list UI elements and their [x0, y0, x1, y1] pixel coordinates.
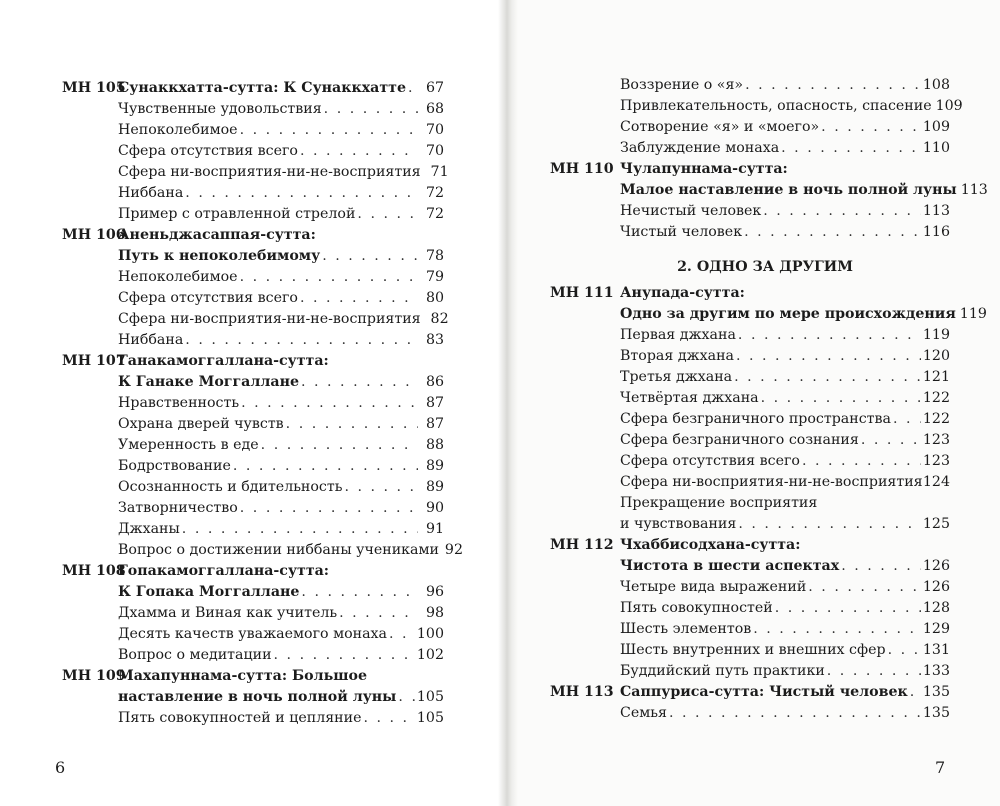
toc-entry-row — [550, 472, 950, 493]
entry-title: Вопрос о медитации — [118, 647, 272, 663]
sutta-code: МН 107 — [62, 353, 126, 369]
dot-leader — [888, 640, 921, 661]
dot-leader — [669, 703, 921, 724]
entry-title: Сфера безграничного сознания — [620, 432, 859, 448]
entry-title: Буддийский путь практики — [620, 663, 825, 679]
dot-leader — [821, 117, 921, 138]
page-reference: 70 — [425, 143, 444, 159]
page-reference: 108 — [922, 77, 950, 93]
toc-entry-row — [550, 619, 950, 640]
toc-entry-row — [550, 514, 950, 535]
page-reference: 87 — [425, 416, 444, 432]
dot-leader — [185, 330, 418, 351]
page-reference: 89 — [425, 458, 444, 474]
section-heading: 2. ОДНО ЗА ДРУГИМ — [677, 259, 853, 275]
dot-leader — [240, 267, 418, 288]
sutta-code: МН 112 — [550, 537, 614, 553]
dot-leader — [910, 682, 921, 703]
entry-title: Бодрствование — [118, 458, 231, 474]
dot-leader — [802, 451, 921, 472]
toc-entry-row — [550, 598, 950, 619]
page-reference: 87 — [425, 395, 444, 411]
right-page — [505, 0, 1000, 806]
page-reference: 90 — [425, 500, 444, 516]
page-reference: 80 — [425, 290, 444, 306]
toc-entry-row — [550, 640, 950, 661]
entry-title: Сфера ни-восприятия-ни-не-восприятия — [118, 164, 421, 180]
dot-leader — [808, 577, 921, 598]
dot-leader — [745, 75, 921, 96]
dot-leader — [753, 619, 921, 640]
toc-entry-row — [550, 493, 950, 514]
page-reference: 98 — [425, 605, 444, 621]
toc-entry-row — [550, 138, 950, 159]
toc-entry-row — [62, 120, 444, 141]
toc-entry-row — [550, 556, 950, 577]
entry-title: Непоколебимое — [118, 122, 238, 138]
entry-title: Десять качеств уважаемого монаха — [118, 626, 388, 642]
page-reference: 113 — [960, 182, 988, 198]
dot-leader — [736, 346, 921, 367]
toc-entry-row — [62, 519, 444, 540]
toc-entry-row — [62, 687, 444, 708]
toc-entry-row — [62, 645, 444, 666]
dot-leader — [339, 603, 418, 624]
page-reference: 123 — [922, 432, 950, 448]
right-toc — [550, 75, 988, 724]
page-reference: 86 — [425, 374, 444, 390]
sutta-code: МН 109 — [62, 668, 126, 684]
page-reference: 102 — [416, 647, 444, 663]
dot-leader — [893, 409, 921, 430]
toc-entry-row — [62, 477, 444, 498]
entry-title: Пять совокупностей — [620, 600, 773, 616]
toc-entry-row — [62, 372, 444, 393]
entry-title: Пять совокупностей и цепляние — [118, 710, 362, 726]
entry-title: Шесть элементов — [620, 621, 752, 637]
sutta-code: МН 106 — [62, 227, 126, 243]
page-reference: 119 — [959, 306, 987, 322]
entry-title: Четвёртая джхана — [620, 390, 759, 406]
entry-title: Привлекательность, опасность, спасение — [620, 98, 932, 114]
dot-leader — [261, 435, 418, 456]
right-page-number: 7 — [935, 758, 946, 777]
page-reference: 83 — [425, 332, 444, 348]
entry-title: Пример с отравленной стрелой — [118, 206, 356, 222]
toc-entry-row — [62, 435, 444, 456]
entry-title: Ниббана — [118, 332, 184, 348]
dot-leader — [344, 477, 418, 498]
page-reference: 135 — [922, 684, 950, 700]
page-reference: 119 — [922, 327, 950, 343]
entry-title: Гопакамоггаллана-сутта: — [118, 563, 330, 579]
dot-leader — [763, 201, 921, 222]
dot-leader — [300, 288, 418, 309]
toc-sutta-row — [62, 561, 444, 582]
page-reference: 72 — [425, 185, 444, 201]
page-reference: 131 — [922, 642, 950, 658]
page-reference: 105 — [416, 710, 444, 726]
sutta-code: МН 105 — [62, 80, 126, 96]
toc-entry-row — [550, 180, 988, 201]
sutta-code: МН 110 — [550, 161, 614, 177]
dot-leader — [781, 138, 921, 159]
dot-leader — [274, 645, 415, 666]
toc-entry-row — [62, 162, 449, 183]
dot-leader — [300, 141, 418, 162]
dot-leader — [233, 456, 418, 477]
toc-entry-row — [550, 222, 950, 243]
entry-title: Анупада-сутта: — [620, 285, 745, 301]
page-reference: 110 — [922, 140, 950, 156]
toc-sutta-row — [550, 682, 950, 703]
dot-leader — [761, 388, 921, 409]
entry-title: Махапуннама-сутта: Большое — [118, 668, 368, 684]
toc-entry-row — [62, 183, 444, 204]
left-toc — [62, 78, 463, 729]
entry-title: Аненьджасаппая-сутта: — [118, 227, 316, 243]
toc-entry-row — [62, 624, 444, 645]
toc-sutta-row — [62, 78, 444, 99]
toc-entry-row — [62, 540, 463, 561]
page-reference: 70 — [425, 122, 444, 138]
sutta-code: МН 113 — [550, 684, 614, 700]
entry-title: Саппуриса-сутта: Чистый человек — [620, 684, 908, 700]
toc-entry-row — [62, 288, 444, 309]
dot-leader — [398, 687, 414, 708]
page-reference: 135 — [922, 705, 950, 721]
toc-entry-row — [550, 117, 950, 138]
toc-entry-row — [62, 309, 449, 330]
toc-entry-row — [550, 201, 950, 222]
entry-title: Сфера ни-восприятия-ни-не-восприятия — [118, 311, 421, 327]
page-reference: 109 — [935, 98, 963, 114]
toc-entry-row — [550, 430, 950, 451]
entry-title: Вторая джхана — [620, 348, 734, 364]
dot-leader — [408, 78, 418, 99]
entry-title: Сфера отсутствия всего — [118, 290, 298, 306]
page-reference: 100 — [416, 626, 444, 642]
entry-title: Затворничество — [118, 500, 238, 516]
entry-title: Нечистый человек — [620, 203, 762, 219]
dot-leader — [185, 183, 418, 204]
entry-title: Охрана дверей чувств — [118, 416, 284, 432]
toc-entry-row — [62, 204, 444, 225]
entry-title: Чувственные удовольствия — [118, 101, 322, 117]
entry-title: Чулапуннама-сутта: — [620, 161, 788, 177]
page-reference: 122 — [922, 390, 950, 406]
entry-title: Заблуждение монаха — [620, 140, 780, 156]
entry-title: Третья джхана — [620, 369, 733, 385]
page-reference: 123 — [922, 453, 950, 469]
entry-title: Сфера отсутствия всего — [620, 453, 800, 469]
entry-title: Сфера отсутствия всего — [118, 143, 298, 159]
toc-entry-row — [550, 409, 950, 430]
toc-sutta-row — [550, 159, 950, 180]
page-reference: 91 — [425, 521, 444, 537]
page-reference: 92 — [444, 542, 463, 558]
dot-leader — [841, 556, 921, 577]
dot-leader — [744, 222, 921, 243]
dot-leader — [240, 498, 418, 519]
dot-leader — [301, 372, 418, 393]
entry-title: Сфера ни-восприятия-ни-не-восприятия — [620, 474, 923, 490]
entry-title: Ниббана — [118, 185, 184, 201]
page-reference: 71 — [430, 164, 449, 180]
page-reference: 129 — [922, 621, 950, 637]
entry-title: Семья — [620, 705, 667, 721]
entry-title: Сунаккхатта-сутта: К Сунаккхатте — [118, 80, 406, 96]
toc-entry-row — [550, 661, 950, 682]
toc-sutta-row — [62, 351, 444, 372]
toc-sutta-row — [62, 666, 444, 687]
toc-entry-row — [62, 456, 444, 477]
page-reference: 122 — [922, 411, 950, 427]
dot-leader — [827, 661, 921, 682]
entry-title: Путь к непоколебимому — [118, 248, 321, 264]
dot-leader — [286, 414, 418, 435]
page-reference: 116 — [922, 224, 950, 240]
page-reference: 82 — [430, 311, 449, 327]
page-reference: 79 — [425, 269, 444, 285]
entry-title: Непоколебимое — [118, 269, 238, 285]
toc-entry-row — [62, 246, 444, 267]
page-reference: 67 — [425, 80, 444, 96]
dot-leader — [738, 514, 921, 535]
entry-title: Умеренность в еде — [118, 437, 259, 453]
dot-leader — [738, 325, 921, 346]
toc-entry-row — [550, 96, 963, 117]
toc-entry-row — [62, 414, 444, 435]
toc-entry-row — [550, 388, 950, 409]
toc-entry-row — [62, 708, 444, 729]
dot-leader — [357, 204, 418, 225]
toc-sutta-row — [550, 535, 950, 556]
toc-entry-row — [62, 393, 444, 414]
toc-entry-row — [62, 498, 444, 519]
page-reference: 78 — [425, 248, 444, 264]
entry-title: Осознанность и бдительность — [118, 479, 343, 495]
dot-leader — [322, 246, 418, 267]
toc-entry-row — [550, 367, 950, 388]
entry-title: Нравственность — [118, 395, 240, 411]
toc-entry-row — [550, 346, 950, 367]
toc-entry-row — [62, 330, 444, 351]
page-reference: 133 — [922, 663, 950, 679]
page-reference: 68 — [425, 101, 444, 117]
entry-title: Чистота в шести аспектах — [620, 558, 840, 574]
page-reference: 88 — [425, 437, 444, 453]
page-reference: 89 — [425, 479, 444, 495]
page-reference: 125 — [922, 516, 950, 532]
page-reference: 120 — [922, 348, 950, 364]
entry-title: наставление в ночь полной луны — [118, 689, 397, 705]
dot-leader — [240, 120, 418, 141]
dot-leader — [363, 708, 414, 729]
entry-title: Прекращение восприятия — [620, 495, 818, 511]
entry-title: Ганакамоггаллана-сутта: — [118, 353, 329, 369]
entry-title: Сфера безграничного пространства — [620, 411, 891, 427]
entry-title: Четыре вида выражений — [620, 579, 807, 595]
toc-entry-row — [550, 577, 950, 598]
entry-title: Чистый человек — [620, 224, 743, 240]
entry-title: и чувствования — [620, 516, 737, 532]
page-reference: 126 — [922, 558, 950, 574]
toc-entry-row — [62, 582, 444, 603]
page-reference: 128 — [922, 600, 950, 616]
page-reference: 72 — [425, 206, 444, 222]
entry-title: Чхаббисодхана-сутта: — [620, 537, 801, 553]
toc-entry-row — [550, 325, 950, 346]
entry-title: К Ганаке Моггаллане — [118, 374, 299, 390]
page-reference: 109 — [922, 119, 950, 135]
toc-entry-row — [62, 603, 444, 624]
toc-sutta-row — [550, 283, 950, 304]
toc-entry-row — [550, 703, 950, 724]
sutta-code: МН 111 — [550, 285, 614, 301]
left-page-number: 6 — [55, 758, 66, 777]
dot-leader — [241, 393, 418, 414]
dot-leader — [182, 519, 418, 540]
entry-title: К Гопака Моггаллане — [118, 584, 300, 600]
toc-entry-row — [62, 99, 444, 120]
entry-title: Сотворение «я» и «моего» — [620, 119, 820, 135]
dot-leader — [324, 99, 418, 120]
dot-leader — [389, 624, 415, 645]
entry-title: Первая джхана — [620, 327, 736, 343]
sutta-code: МН 108 — [62, 563, 126, 579]
entry-title: Шесть внутренних и внешних сфер — [620, 642, 886, 658]
toc-sutta-row — [62, 225, 444, 246]
toc-entry-row — [62, 267, 444, 288]
dot-leader — [775, 598, 921, 619]
entry-title: Малое наставление в ночь полной луны — [620, 182, 957, 198]
page-reference: 96 — [425, 584, 444, 600]
entry-title: Одно за другим по мере происхождения — [620, 306, 956, 322]
toc-entry-row — [550, 304, 987, 325]
toc-entry-row — [550, 451, 950, 472]
entry-title: Джханы — [118, 521, 180, 537]
page-reference: 124 — [922, 474, 950, 490]
page-reference: 113 — [922, 203, 950, 219]
toc-entry-row — [62, 141, 444, 162]
entry-title: Дхамма и Виная как учитель — [118, 605, 338, 621]
book-gutter — [498, 0, 518, 806]
page-reference: 105 — [416, 689, 444, 705]
toc-entry-row — [550, 75, 950, 96]
dot-leader — [861, 430, 921, 451]
page-reference: 121 — [922, 369, 950, 385]
dot-leader — [734, 367, 921, 388]
page-reference: 126 — [922, 579, 950, 595]
entry-title: Воззрение о «я» — [620, 77, 744, 93]
entry-title: Вопрос о достижении ниббаны учениками — [118, 542, 439, 558]
dot-leader — [301, 582, 418, 603]
